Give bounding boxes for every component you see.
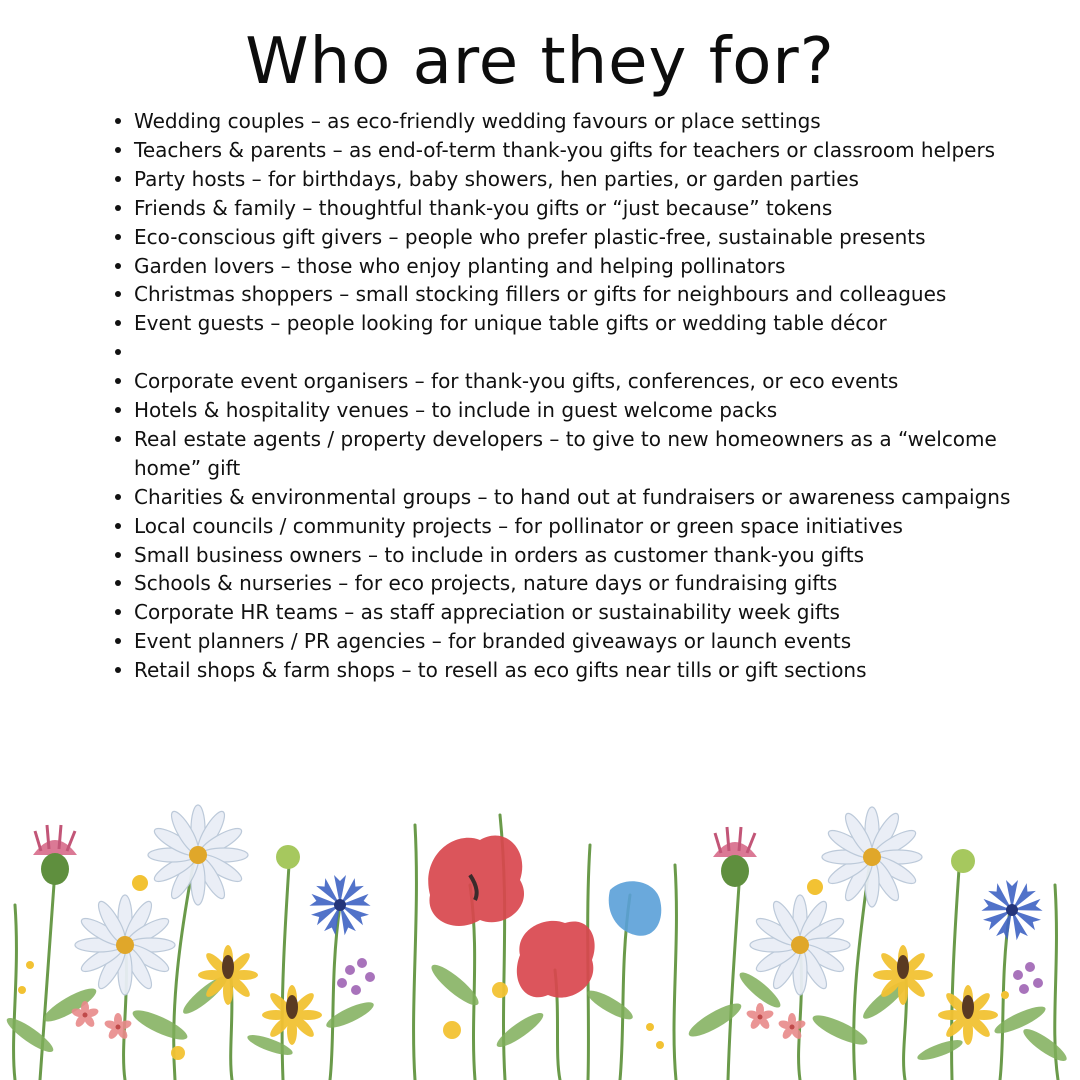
daisy-flower <box>750 895 850 995</box>
list-item: Eco-conscious gift givers – people who prefer plastic-free, sustainable presents <box>134 223 1014 252</box>
small-pink-flower <box>745 1003 774 1031</box>
small-pink-flower <box>103 1013 132 1041</box>
cornflower-flower <box>981 880 1042 940</box>
list-item: Wedding couples – as eco-friendly wedding favours or place settings <box>134 107 1014 136</box>
audience-list <box>106 107 1014 685</box>
bluebell-flower <box>609 881 662 935</box>
list-item: Real estate agents / property developers – to give to new homeowners as a “welcome home” gift <box>134 425 1014 483</box>
thistle-flower <box>33 825 77 885</box>
list-item: Charities & environmental groups – to hand out at fundraisers or awareness campaigns <box>134 483 1014 512</box>
list-item: Retail shops & farm shops – to resell as eco gifts near tills or gift sections <box>134 656 1014 685</box>
list-item: Hotels & hospitality venues – to include in guest welcome packs <box>134 396 1014 425</box>
cornflower-flower <box>309 875 370 935</box>
list-item: Friends & family – thoughtful thank-you gifts or “just because” tokens <box>134 194 1014 223</box>
list-item: Garden lovers – those who enjoy planting and helping pollinators <box>134 252 1014 281</box>
page-title: Who are they for? <box>245 25 835 99</box>
small-pink-flower <box>777 1013 806 1041</box>
daisy-flower <box>822 807 922 907</box>
thistle-flower <box>713 827 757 887</box>
list-item-empty <box>134 338 1014 367</box>
list-item: Christmas shoppers – small stocking fillers or gifts for neighbours and colleagues <box>134 280 1014 309</box>
list-item: Event planners / PR agencies – for branded giveaways or launch events <box>134 627 1014 656</box>
poppy-flower-large <box>428 836 524 926</box>
daisy-flower <box>75 895 175 995</box>
daisy-flower <box>148 805 248 905</box>
black-eyed-susan-flower <box>198 945 258 1005</box>
list-item: Corporate HR teams – as staff appreciation or sustainability week gifts <box>134 598 1014 627</box>
list-item: Corporate event organisers – for thank-you gifts, conferences, or eco events <box>134 367 1014 396</box>
list-item: Schools & nurseries – for eco projects, nature days or fundraising gifts <box>134 569 1014 598</box>
wildflower-border-illustration <box>0 795 1080 1080</box>
black-eyed-susan-flower <box>938 985 998 1045</box>
black-eyed-susan-flower <box>873 945 933 1005</box>
list-item: Local councils / community projects – for pollinator or green space initiatives <box>134 512 1014 541</box>
list-item: Small business owners – to include in orders as customer thank-you gifts <box>134 541 1014 570</box>
list-item: Teachers & parents – as end-of-term thank-you gifts for teachers or classroom helpers <box>134 136 1014 165</box>
list-item: Event guests – people looking for unique table gifts or wedding table décor <box>134 309 1014 338</box>
list-item: Party hosts – for birthdays, baby showers, hen parties, or garden parties <box>134 165 1014 194</box>
poppy-flower-small <box>517 921 595 998</box>
black-eyed-susan-flower <box>262 985 322 1045</box>
